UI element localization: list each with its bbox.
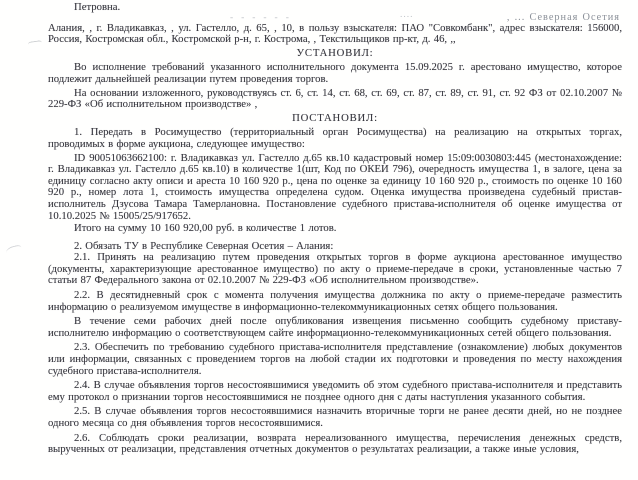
faded-scan-line	[48, 9, 622, 23]
faded-dashes-fragment: - - - - - -	[230, 12, 292, 23]
heading-ustanovil: УСТАНОВИЛ:	[296, 46, 374, 59]
clause-2-obligate: 2. Обязать ТУ в Республике Северная Осетия – Алания:	[74, 239, 334, 252]
clause-1-transfer: 1. Передать в Росимущество (территориальный орган Росимущества) на реализацию на открытых торгах, проводимых в форме аукциона, следующее имущество:	[48, 126, 622, 150]
clause-2-5: 2.5. В случае объявления торгов несостоявшимися назначить вторичные торги не ранее десяти дней, но не позднее одного месяца со дня объявления торгов несостоявшимися.	[48, 405, 622, 429]
clause-2-1: 2.1. Принять на реализацию путем проведения открытых торгов в форме аукциона арестованное имущество (документы, характеризующие арестованное имущество) по акту о приеме-передаче в сроки, установленные частью 7 статьи 87 Федерального закона от 02.10.2007 № 229-ФЗ «Об исполнительном производстве».	[48, 251, 622, 287]
faded-dots-fragment: ....	[400, 9, 414, 20]
faded-region-fragment: , ... Северная Осетия	[506, 11, 620, 23]
clause-2-3: 2.3. Обеспечить по требованию судебного пристава-исполнителя представление (ознакомление) любых документов или информации, связанных с проведением торгов на любой стадии их подготовки и проведения по месту нахождения судебного пристава-исполнителя.	[48, 341, 622, 377]
paragraph-creditor-address: Алания, , г. Владикавказ, , ул. Гастелло, д. 65, , 10, в пользу взыскателя: ПАО "Совкомбанк", адрес взыскателя: 156000, Россия, Костромская обл., Костромской р-н, г. Кострома, , Текстильщиков пр-кт, д. 46, ,,	[48, 21, 622, 46]
lot-description: ID 90051063662100: г. Владикавказ ул. Гастелло д.65 кв.10 кадастровый номер 15:09:0030803:445 (местонахождение: г. Владикавказ ул. Гастелло д.65 кв.10) в количестве 1(шт, Код по ОКЕИ 796), очередность имущества 1, в залоге, цена за единицу согласно акту описи и ареста 10 160 920 р., цена по оценке за единицу 10 160 920 р., стоимость по оценке 10 160 920 р., номер лота 1, стоимость имущества определена судом. Оценка имущества произведена судебный пристав-исполнитель Дзусова Тамара Тамерлановна. Постановление судебного пристава-исполнителя об оценке имущества от 10.10.2025 № 15005/25/917652.	[48, 151, 622, 222]
clause-2-4: 2.4. В случае объявления торгов несостоявшимися уведомить об этом судебного пристава-исполнителя и представить ему протокол о признании торгов несостоявшимися не позднее одного дня с даты наступления указанного события.	[48, 379, 622, 403]
clause-2-2-note: В течение семи рабочих дней после опубликования извещения письменно сообщить судебному приставу-исполнителю информацию о соответствующем сайте информационно-телекоммуникационных сетей общего пользования.	[48, 315, 622, 339]
heading-postanovil: ПОСТАНОВИЛ:	[292, 111, 378, 124]
clause-2-6: 2.6. Соблюдать сроки реализации, возврата нереализованного имущества, перечисления денежных средств, вырученных от реализации, представления отчетных документов о результатах реализации, а также иные условия,	[48, 431, 622, 456]
clause-2-2: 2.2. В десятидневный срок с момента получения имущества должника по акту о приеме-передаче разместить информацию о реализуемом имуществе в информационно-телекоммуникационных сетях общего пользования.	[48, 289, 622, 313]
paragraph-name-fragment: Петровна.	[74, 1, 121, 13]
paragraph-seizure-note: Во исполнение требований указанного исполнительного документа 15.09.2025 г. арестовано имущество, которое подлежит дальнейшей реализации путем проведения торгов.	[48, 61, 622, 85]
total-sum-line: Итого на сумму 10 160 920,00 руб. в количестве 1 лотов.	[74, 222, 337, 235]
paragraph-legal-basis: На основании изложенного, руководствуясь ст. 6, ст. 14, ст. 68, ст. 69, ст. 87, ст. 89, ст. 91, ст. 92 ФЗ от 02.10.2007 № 229-ФЗ «Об исполнительном производстве» ,	[48, 86, 622, 111]
